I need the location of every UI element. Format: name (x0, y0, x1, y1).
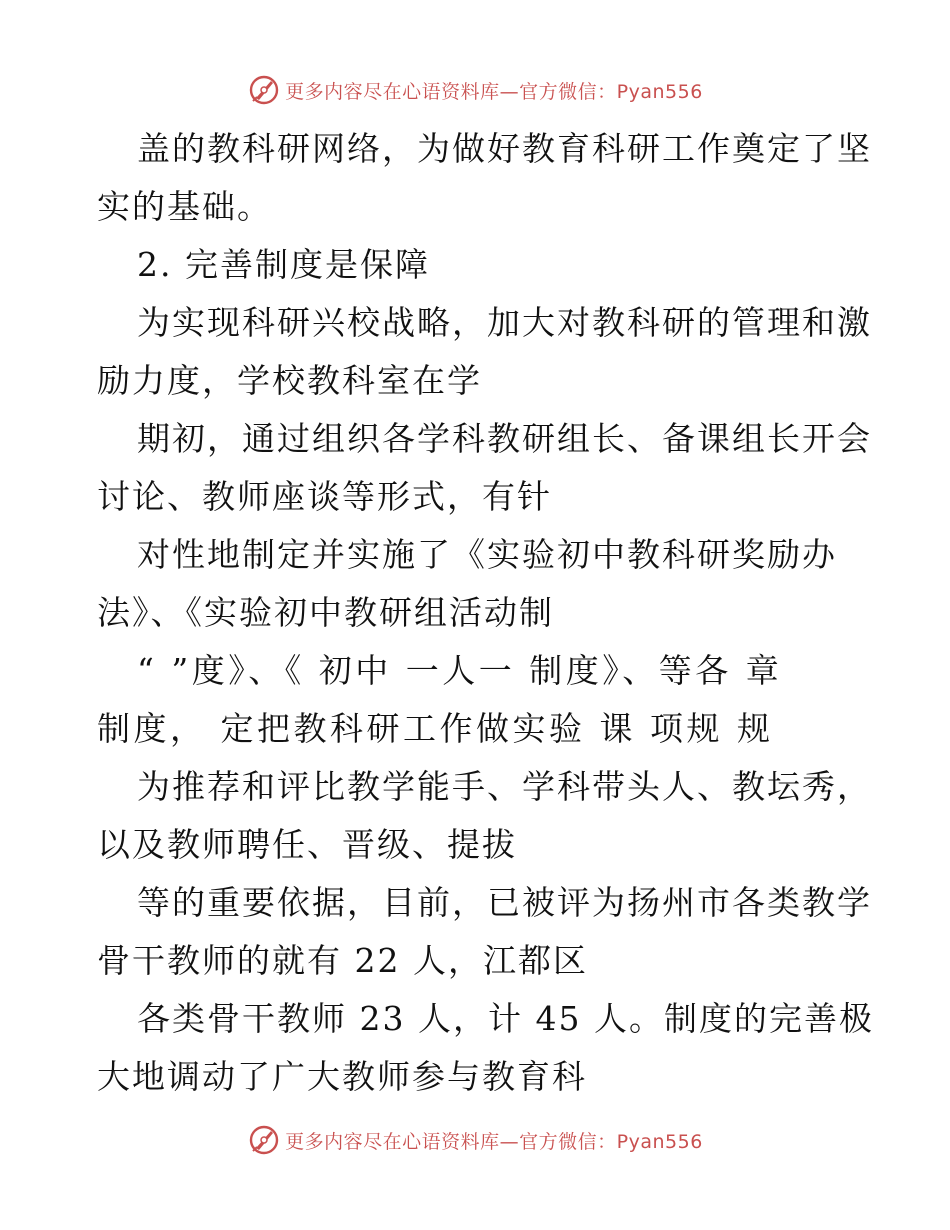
text-line: 骨干教师的就有 22 人，江都区 (97, 941, 588, 980)
text-line: 为实现科研兴校战略，加大对教科研的管理和激 (137, 303, 872, 342)
text-line: 以及教师聘任、晋级、提拔 (97, 825, 517, 864)
section-heading: 2. 完善制度是保障 (137, 245, 430, 284)
text-line: 制度， 定把教科研工作做实验 课 项规 规 (97, 709, 774, 748)
quill-logo-icon (247, 1123, 281, 1157)
document-body (97, 120, 874, 1106)
text-line: 对性地制定并实施了《实验初中教科研奖励办 (137, 535, 837, 574)
text-line: 讨论、教师座谈等形式，有针 (97, 477, 552, 516)
text-line: “ ”度》、《 初中 一人一 制度》、等各 章 (137, 651, 783, 690)
text-line: 大地调动了广大教师参与教育科 (97, 1057, 587, 1096)
footer-banner (0, 1120, 950, 1160)
quill-logo-icon (247, 73, 281, 107)
text-line: 励力度，学校教科室在学 (97, 361, 482, 400)
text-line: 盖的教科研网络，为做好教育科研工作奠定了坚 (137, 129, 872, 168)
banner-text: 更多内容尽在心语资料库—官方微信：Pyan556 (285, 1130, 703, 1153)
text-line: 期初，通过组织各学科教研组长、备课组长开会 (137, 419, 872, 458)
text-line: 实的基础。 (97, 187, 272, 226)
text-line: 各类骨干教师 23 人，计 45 人。制度的完善极 (137, 999, 874, 1038)
text-line: 法》、《实验初中教研组活动制 (97, 593, 554, 632)
text-line: 等的重要依据，目前，已被评为扬州市各类教学 (137, 883, 872, 922)
header-banner (0, 70, 950, 110)
banner-text: 更多内容尽在心语资料库—官方微信：Pyan556 (285, 80, 703, 103)
text-line: 为推荐和评比教学能手、学科带头人、教坛秀， (137, 767, 872, 806)
